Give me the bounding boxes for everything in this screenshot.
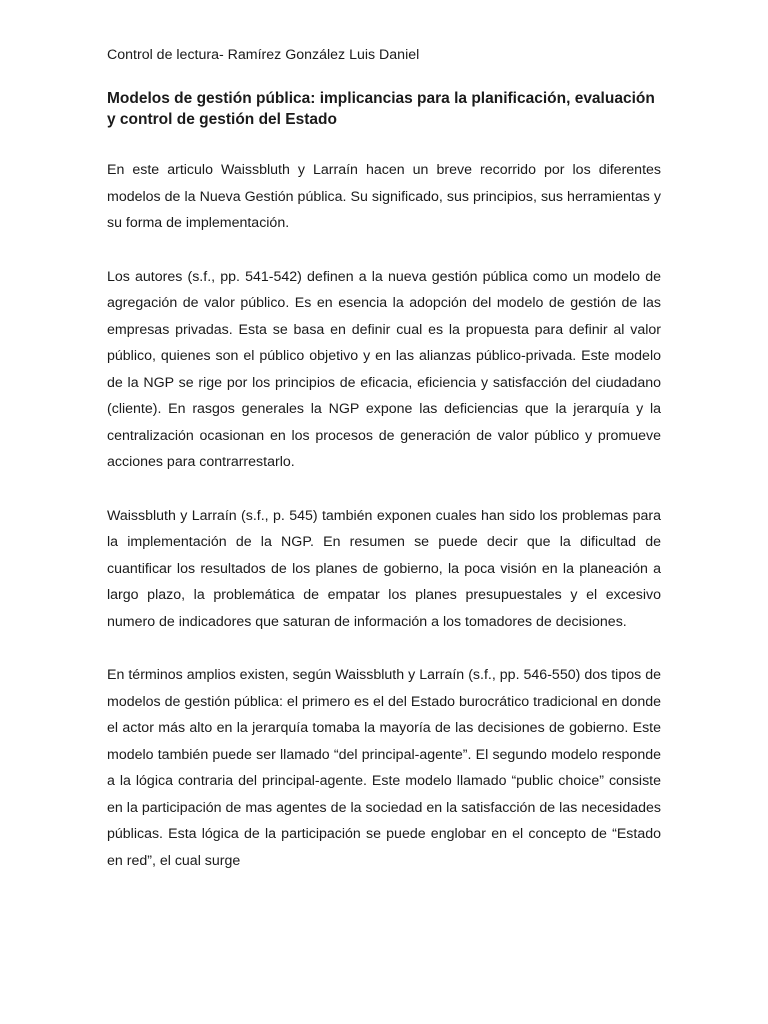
document-title: Modelos de gestión pública: implicancias para la planificación, evaluación y control de gestión del Estado (107, 90, 655, 128)
paragraph-problems: Waissbluth y Larraín (s.f., p. 545) también exponen cuales han sido los problemas para la implementación de la NGP. En resumen se puede decir que la dificultad de cuantificar los resultados de los planes de gobierno, la poca visión en la planeación a largo plazo, la problemática de empatar los planes presupuestales y el excesivo numero de indicadores que saturan de información a los tomadores de decisiones. (107, 507, 661, 630)
document-page (107, 44, 661, 901)
paragraph-models: En términos amplios existen, según Waissbluth y Larraín (s.f., pp. 546-550) dos tipos de modelos de gestión pública: el primero es el del Estado burocrático tradicional en donde el actor más alto en la jerarquía tomaba la mayoría de las decisiones de gobierno. Este modelo también puede ser llamado “del principal-agente”. El segundo modelo responde a la lógica contraria del principal-agente. Este modelo llamado “public choice” consiste en la participación de mas agentes de la sociedad en la satisfacción de las necesidades públicas. Esta lógica de la participación se puede englobar en el concepto de “Estado en red”, el cual surge (107, 667, 661, 869)
paragraph-definition: Los autores (s.f., pp. 541-542) definen a la nueva gestión pública como un modelo de agregación de valor público. Es en esencia la adopción del modelo de gestión de las empresas privadas. Esta se basa en definir cual es la propuesta para definir al valor público, quienes son el público objetivo y en las alianzas público-privada. Este modelo de la NGP se rige por los principios de eficacia, eficiencia y satisfacción del ciudadano (cliente). En rasgos generales la NGP expone las deficiencias que la jerarquía y la centralización ocasionan en los procesos de generación de valor público y promueve acciones para contrarrestarlo. (107, 268, 661, 470)
document-header: Control de lectura- Ramírez González Luis Daniel (107, 47, 420, 63)
paragraph-intro: En este articulo Waissbluth y Larraín hacen un breve recorrido por los diferentes modelos de la Nueva Gestión pública. Su significado, sus principios, sus herramientas y su forma de implementación. (107, 162, 661, 231)
